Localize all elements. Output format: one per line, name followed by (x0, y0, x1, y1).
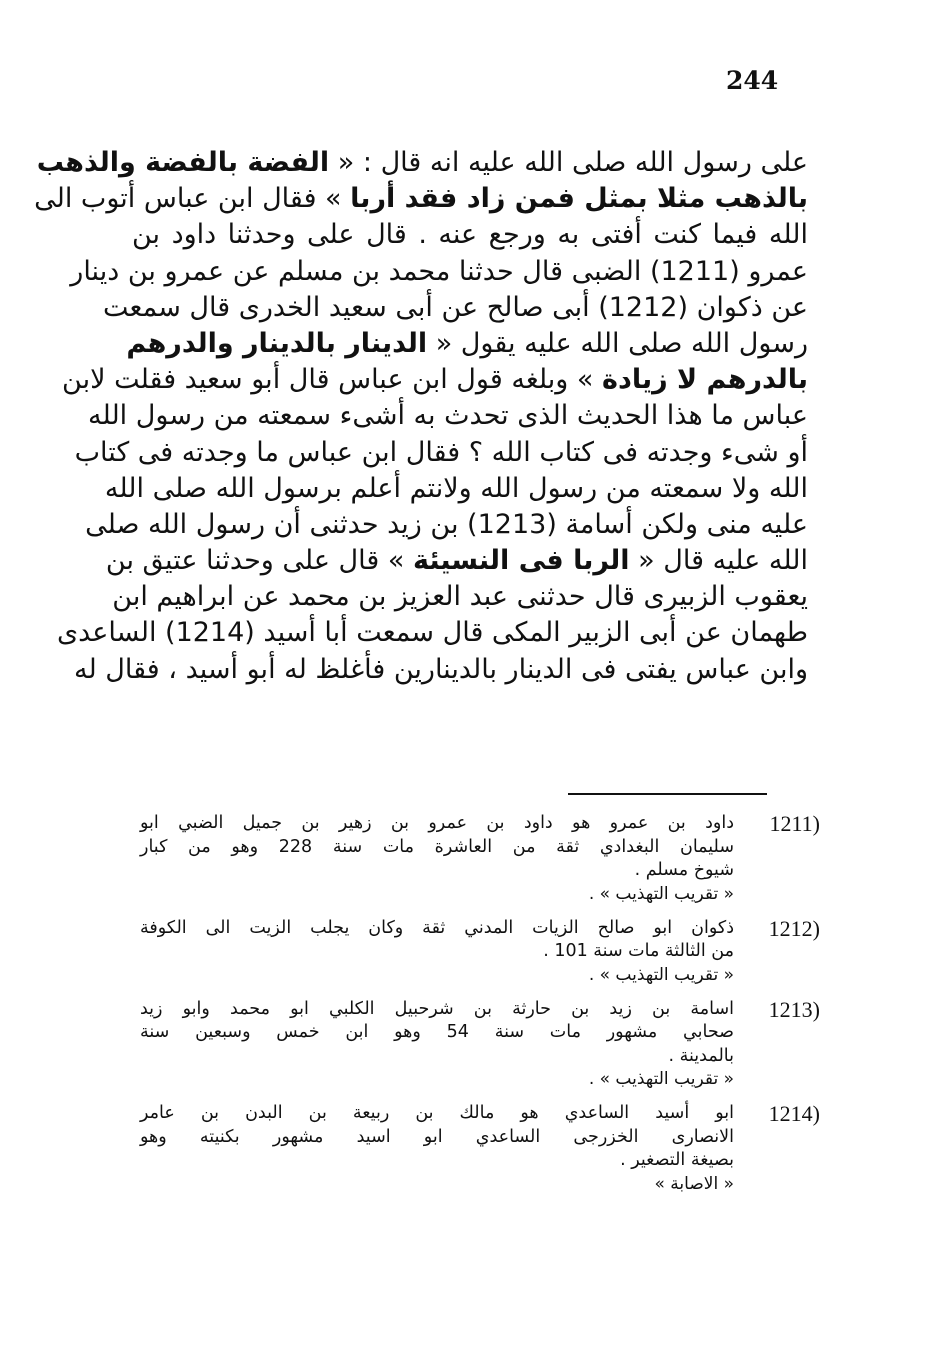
text-run: على رسول الله صلى الله عليه انه قال : « (329, 147, 808, 178)
text-run: وابن عباس يفتى فى الدينار بالدينارين فأغلظ له أبو أسيد ، فقال له (74, 653, 808, 685)
bold-quote: بالذهب مثلا بمثل فمن زاد فقد أربا (350, 183, 808, 215)
body-line (70, 254, 808, 290)
body-line (74, 652, 808, 688)
text-run: عليه منى ولكن أسامة (1213) بن زيد حدثنى أن رسول الله صلى (85, 508, 808, 540)
text-run: أو شىء وجدته فى كتاب الله ؟ فقال ابن عباس ما وجدته فى كتاب (74, 436, 808, 468)
text-run: الله ولا سمعته من رسول الله ولانتم أعلم برسول الله صلى الله (104, 472, 808, 504)
text-run: عن ذكوان (1212) أبى صالح عن أبى سعيد الخدرى قال سمعت (103, 291, 808, 323)
body-line (88, 398, 808, 434)
footnote-source: « تقريب التهذيب » . (588, 964, 734, 985)
text-run: يعقوب الزبيرى قال حدثنى عبد العزيز بن محمد عن ابراهيم ابن (112, 581, 808, 613)
footnote-line: اسامة بن زيد بن حارثة بن شرحبيل الكلبي ابو محمد وابو زيد (140, 998, 734, 1019)
text-run: رسول الله صلى الله عليه يقول « (427, 327, 808, 359)
footnote-line: سليمان البغدادي ثقة من العاشرة مات سنة 228 وهو من كبار (140, 836, 735, 857)
footnote (140, 917, 820, 986)
text-run: » فقال ابن عباس أتوب الى (34, 183, 351, 215)
bold-quote: الدينار بالدينار والدرهم (126, 327, 428, 359)
text-run: عمرو (1211) الضبى قال حدثنا محمد بن مسلم عن عمرو بن دينار (70, 255, 808, 287)
page-number: 244 (726, 66, 779, 95)
body-line (105, 543, 808, 579)
footnote-line: الانصارى الخزرجى الساعدي ابو اسيد مشهور بكنيته وهو (140, 1126, 734, 1147)
footnote-line: بصيغة التصغير . (620, 1150, 734, 1170)
footnote-line: صحابي مشهور مات سنة 54 وهو ابن خمس وسبعين سنة (140, 1022, 734, 1042)
body-line (85, 507, 808, 543)
text-run: » قال على وحدثنا عتيق بن (105, 545, 413, 577)
footnote-number: 1214) (768, 1101, 820, 1126)
body-line (62, 362, 808, 398)
body-line (132, 217, 808, 253)
footnote-source: « الاصابة » (654, 1173, 734, 1194)
text-run: طهمان عن أبى الزبير المكى قال سمعت أبا أسيد (1214) الساعدى (56, 617, 808, 649)
footnote-source: « تقريب التهذيب » . (588, 883, 734, 904)
bold-quote: بالدرهم لا زيادة (602, 364, 808, 396)
text-run: الله فيما كنت أفتى به ورجع عنه . قال على وحدثنا داود بن (132, 219, 808, 251)
bold-quote: الفضة بالفضة والذهب (36, 147, 330, 178)
footnote-source: « تقريب التهذيب » . (588, 1069, 734, 1089)
footnote-line: من الثالثة مات سنة 101 . (543, 941, 734, 961)
text-run: الله عليه قال « (629, 545, 808, 577)
footnote (140, 1102, 820, 1195)
text-run: عباس ما هذا الحديث الذى تحدث به أشىء سمعته من رسول الله (88, 400, 808, 432)
footnote-line: داود بن عمرو هو داود بن عمرو بن زهير بن جميل الضبي ابو (140, 813, 734, 833)
footnote-line: بالمدينة . (668, 1045, 734, 1066)
footnote (140, 998, 820, 1091)
bold-quote: الربا فى النسيئة (413, 545, 630, 577)
footnote-line: شيوخ مسلم . (634, 860, 734, 880)
body-line (34, 181, 808, 217)
body-line (36, 145, 808, 181)
footnote-number: 1212) (768, 915, 820, 941)
footnote (140, 812, 820, 905)
body-line (103, 290, 808, 326)
footnote-divider (568, 793, 767, 795)
footnote-number: 1211) (769, 811, 820, 836)
footnote-number: 1213) (768, 996, 820, 1022)
body-line (56, 615, 808, 651)
text-run: » وبلغه قول ابن عباس قال أبو سعيد فقلت لابن (62, 364, 603, 396)
footnote-line: ابو أسيد الساعدي هو مالك بن ربيعة بن البدن بن عامر (140, 1103, 734, 1123)
body-line (112, 579, 808, 615)
body-line (126, 326, 808, 362)
body-line (74, 435, 808, 471)
footnote-line: ذكوان ابو صالح الزيات المدني ثقة وكان يجلب الزيت الى الكوفة (140, 917, 734, 938)
body-line (104, 471, 808, 507)
body-text (34, 145, 808, 688)
footnotes (140, 812, 820, 1207)
